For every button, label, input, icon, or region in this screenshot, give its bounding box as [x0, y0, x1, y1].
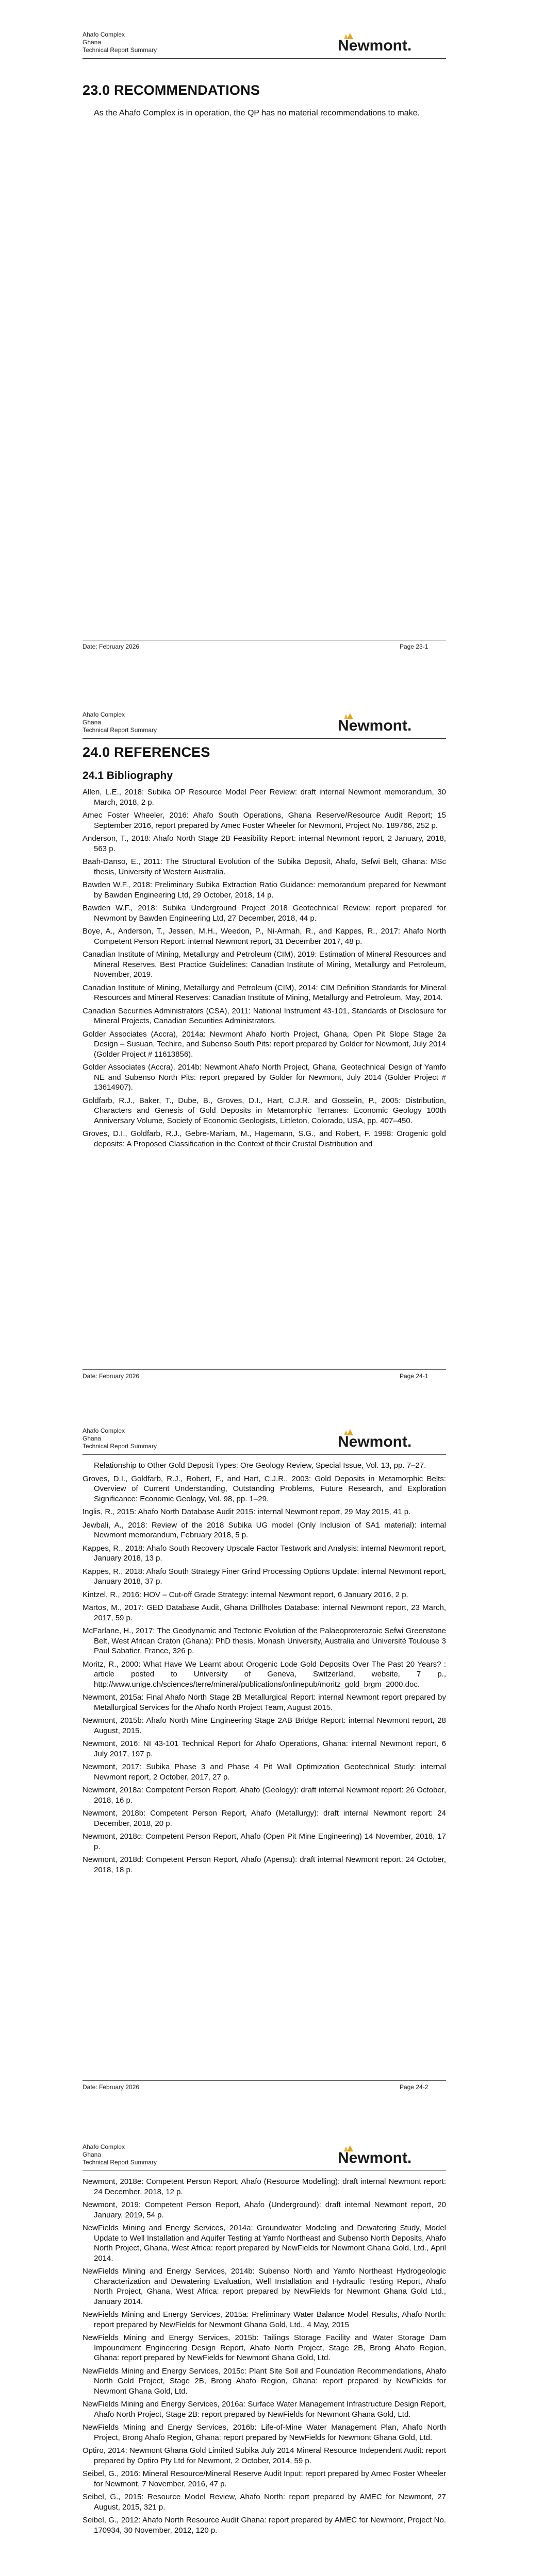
newmont-logo [333, 31, 446, 57]
reference-entry: Jewbali, A., 2018: Review of the 2018 Subika UG model (Only Inclusion of SA1 material): internal Newmont memorandum, February 2018, 5 p. [83, 1520, 446, 1539]
reference-entry: Newmont, 2015a: Final Ahafo North Stage 2B Metallurgical Report: internal Newmont report prepared by Metallurgical Services for the Ahafo North Project Team, August 2015. [83, 1693, 446, 1712]
newmont-logo-mark [333, 2143, 446, 2169]
chapter-title: 24.0 REFERENCES [83, 744, 210, 760]
reference-entry: McFarlane, H., 2017: The Geodynamic and Tectonic Evolution of the Palaeoproterozoic Sefwi Greenstone Belt, West African Craton (Ghana): PhD thesis, Monash University, Australia and Université Toulouse 3 Paul Sabatier, France, 326 p. [83, 1626, 446, 1655]
reference-entry: NewFields Mining and Energy Services, 2014a: Groundwater Modeling and Dewatering Study, Model Update to Well Installation and Aquifer Testing at Yamfo Northeast and Subenso North Deposits, Ahafo North Project, Ghana, West Africa: report prepared by NewFields for Newmont Ghana Gold, Ltd., April 2014. [83, 2224, 446, 2263]
header-rule [83, 58, 446, 59]
newmont-logo-mark [333, 1427, 446, 1453]
footer-page-number: Page 23-1 [400, 643, 428, 650]
header-doc-title: Technical Report Summary [83, 46, 157, 54]
reference-entry: NewFields Mining and Energy Services, 2016b: Life-of-Mine Water Management Plan, Ahafo North Project, Brong Ahafo Region, Ghana: report prepared by NewFields for Newmont Ghana Gold, Ltd. [83, 2423, 446, 2442]
reference-entry: Newmont, 2017: Subika Phase 3 and Phase 4 Pit Wall Optimization Geotechnical Study: internal Newmont report, 2 October, 2017, 27 p. [83, 1762, 446, 1782]
svg-text:Newmont.: Newmont. [338, 717, 412, 734]
reference-entry: Newmont, 2019: Competent Person Report, Ahafo (Underground): draft internal Newmont report, 20 January, 2019, 54 p. [83, 2200, 446, 2219]
reference-entry: NewFields Mining and Energy Services, 2015b: Tailings Storage Facility and Water Storage Dam Impoundment Engineering Design Report, Ahafo North Project, Stage 2B, Brong Ahafo Region, Ghana: report prepared by NewFields for Newmont Ghana Gold, Ltd. [83, 2333, 446, 2362]
header-doc-title: Technical Report Summary [83, 2159, 157, 2166]
newmont-logo [333, 711, 446, 737]
footer-date: Date: February 2026 [83, 2083, 140, 2091]
reference-entry: NewFields Mining and Energy Services, 2016a: Surface Water Management Infrastructure Design Report, Ahafo North Project, Stage 2B: report prepared by NewFields for Newmont Ghana Gold, Ltd. [83, 2400, 446, 2419]
reference-entry: Golder Associates (Accra), 2014a: Newmont Ahafo North Project, Ghana, Open Pit Slope Stage 2a Design – Susuan, Techire, and Subenso South Pits: report prepared by Golder for Newmont, July 2014 (Golder Project # 11613856). [83, 1029, 446, 1059]
reference-entry: Baah-Danso, E., 2011: The Structural Evolution of the Subika Deposit, Ahafo, Sefwi Belt, Ghana: MSc thesis, University of Western Australia. [83, 857, 446, 876]
reference-entry: Moritz, R., 2000: What Have We Learnt about Orogenic Lode Gold Deposits Over The Past 20 Years? : article posted to University of Geneva, Switzerland, website, 7 p., http://www.unige.ch/sciences/terre/mineral/publications/onlinepub/moritz_gold_brgm_2000.doc. [83, 1659, 446, 1689]
reference-entry: NewFields Mining and Energy Services, 2015a: Preliminary Water Balance Model Results, Ahafo North: report prepared by NewFields for Newmont Ghana Gold, Ltd., 4 May, 2015 [83, 2310, 446, 2329]
header-country: Ghana [83, 1435, 102, 1442]
reference-entry: Amec Foster Wheeler, 2016: Ahafo South Operations, Ghana Reserve/Resource Audit Report; 15 September 2016, report prepared by Amec Foster Wheeler for Newmont, Project No. 189766, 252 p. [83, 811, 446, 830]
reference-entry: Newmont, 2018e: Competent Person Report, Ahafo (Resource Modelling): draft internal Newmont report: 24 December, 2018, 12 p. [83, 2177, 446, 2196]
reference-entry: Groves, D.I., Goldfarb, R.J., Gebre-Mariam, M., Hagemann, S.G., and Robert, F. 1998: Orogenic gold deposits: A Proposed Classification in the Context of their Crustal Distribution and [83, 1129, 446, 1148]
header-info [83, 31, 157, 54]
reference-entry: Newmont, 2018b: Competent Person Report, Ahafo (Metallurgy): draft internal Newmont report: 24 December, 2018, 20 p. [83, 1809, 446, 1828]
reference-entry: Newmont, 2016: NI 43-101 Technical Report for Ahafo Operations, Ghana: internal Newmont report, 6 July 2017, 197 p. [83, 1739, 446, 1758]
header-country: Ghana [83, 39, 102, 46]
reference-entry: Golder Associates (Accra), 2014b: Newmont Ahafo North Project, Ghana, Geotechnical Design of Yamfo NE and Subenso North Pits: report prepared by Golder for Newmont, July 2014 (Golder Project # 13614907). [83, 1063, 446, 1092]
reference-entry: Kintzel, R., 2016: HOV – Cut-off Grade Strategy: internal Newmont report, 6 January 2016, 2 p. [83, 1590, 408, 1599]
page-content [83, 744, 446, 1152]
reference-entry: Newmont, 2018a: Competent Person Report, Ahafo (Geology): draft internal Newmont report: 26 October, 2018, 16 p. [83, 1786, 446, 1805]
reference-entry: NewFields Mining and Energy Services, 2014b: Subenso North and Yamfo Northeast Hydrogeologic Characterization and Dewatering Evaluation, Well Installation and Hydraulic Testing Report, Ahafo North Project, Ghana, West Africa: report prepared by NewFields for Newmont Ghana Gold Ltd., January 2014. [83, 2267, 446, 2306]
reference-entry: Bawden W.F., 2018: Subika Underground Project 2018 Geotechnical Review: report prepared for Newmont by Bawden Engineering Ltd, 27 December, 2018, 44 p. [83, 904, 446, 923]
reference-entry: Canadian Institute of Mining, Metallurgy and Petroleum (CIM), 2014: CIM Definition Standards for Mineral Resources and Mineral Reserves: Canadian Institute of Mining, Metallurgy and Petroleum, May, 2014. [83, 983, 446, 1002]
page-content [83, 82, 446, 119]
footer-page-number: Page 24-2 [400, 2083, 428, 2091]
svg-text:Newmont.: Newmont. [338, 37, 412, 54]
header-info [83, 2143, 157, 2166]
reference-entry: Goldfarb, R.J., Baker, T., Dube, B., Groves, D.I., Hart, C.J.R. and Gosselin, P., 2005: Distribution, Characters and Genesis of Gold Deposits in Metamorphic Terranes: Economic Geology 100th Anniversary Volume, Society of Economic Geologists, Littleton, Colorado, USA, pp. 407–450. [83, 1096, 446, 1125]
newmont-logo [333, 2143, 446, 2169]
reference-entry: Newmont, 2018d: Competent Person Report, Ahafo (Apensu): draft internal Newmont report: 24 October, 2018, 18 p. [83, 1855, 446, 1874]
header-company: Ahafo Complex [83, 31, 125, 38]
reference-entry: Inglis, R., 2015: Ahafo North Database Audit 2015: internal Newmont report, 29 May 2015, 41 p. [83, 1507, 411, 1516]
reference-entry: Canadian Securities Administrators (CSA), 2011: National Instrument 43-101, Standards of Disclosure for Mineral Projects, Canadian Securities Administrators. [83, 1006, 446, 1025]
reference-entry: Newmont, 2015b: Ahafo North Mine Engineering Stage 2AB Bridge Report: internal Newmont report, 28 August, 2015. [83, 1716, 446, 1735]
body-paragraph: As the Ahafo Complex is in operation, the QP has no material recommendations to make. [94, 109, 420, 117]
reference-entry: Canadian Institute of Mining, Metallurgy and Petroleum (CIM), 2019: Estimation of Mineral Resources and Mineral Reserves, Best Practice Guidelines: Canadian Institute of Mining, Metallurgy and Petroleum, November, 2019. [83, 950, 446, 979]
reference-entry: Groves, D.I., Goldfarb, R.J., Robert, F., and Hart, C.J.R., 2003: Gold Deposits in Metamorphic Belts: Overview of Current Understanding, Outstanding Problems, Future Research, and Exploration Significance: Economic Geology, Vol. 98, pp. 1–29. [83, 1474, 446, 1503]
page-24-3 [0, 2123, 544, 2576]
page-24-1 [0, 690, 544, 1401]
reference-entry: Allen, L.E., 2018: Subika OP Resource Model Peer Review: draft internal Newmont memorandum, 30 March, 2018, 2 p. [83, 788, 446, 807]
reference-entry: Seibel, G., 2012: Ahafo North Resource Audit Ghana: report prepared by AMEC for Newmont, Project No. 170934, 30 November, 2012, 120 p. [83, 2516, 446, 2535]
chapter-title: 23.0 RECOMMENDATIONS [83, 82, 260, 98]
reference-entry: Optiro, 2014: Newmont Ghana Gold Limited Subika July 2014 Mineral Resource Independent Audit: report prepared by Optiro Pty Ltd for Newmont, 2 October, 2014, 59 p. [83, 2446, 446, 2465]
reference-entry: Newmont, 2018c: Competent Person Report, Ahafo (Open Pit Mine Engineering) 14 November, 2018, 17 p. [83, 1832, 446, 1851]
page-content [83, 1461, 446, 1878]
newmont-logo-mark [333, 711, 446, 737]
reference-continuation: Relationship to Other Gold Deposit Types: Ore Geology Review, Special Issue, Vol. 13, pp. 7–27. [94, 1461, 426, 1470]
reference-entry: Seibel, G., 2015: Resource Model Review, Ahafo North: report prepared by AMEC for Newmont, 27 August, 2015, 321 p. [83, 2493, 446, 2512]
newmont-logo-mark [333, 31, 446, 57]
reference-entry: Boye, A., Anderson, T., Jessen, M.H., Weedon, P., Ni-Armah, R., and Kappes, R., 2017: Ahafo North Competent Person Report: internal Newmont report, 31 December 2017, 48 p. [83, 927, 446, 946]
newmont-logo [333, 1427, 446, 1453]
header-country: Ghana [83, 719, 102, 726]
section-title: 24.1 Bibliography [83, 770, 173, 782]
footer-date: Date: February 2026 [83, 643, 140, 650]
header-info [83, 1427, 157, 1450]
reference-entry: Martos, M., 2017: GED Database Audit, Ghana Drillholes Database: internal Newmont report, 23 March, 2017, 59 p. [83, 1603, 446, 1622]
reference-entry: Bawden W.F., 2018: Preliminary Subika Extraction Ratio Guidance: memorandum prepared for Newmont by Bawden Engineering Ltd, 29 October, 2018, 14 p. [83, 880, 446, 900]
header-company: Ahafo Complex [83, 711, 125, 718]
header-doc-title: Technical Report Summary [83, 726, 157, 734]
svg-text:Newmont.: Newmont. [338, 2149, 412, 2166]
footer-page-number: Page 24-1 [400, 1372, 428, 1380]
reference-entry: NewFields Mining and Energy Services, 2015c: Plant Site Soil and Foundation Recommendations, Ahafo North Gold Project, Stage 2B, Brong Ahafo Region, Ghana: report prepared by NewFields for Newmont Ghana Gold, Ltd. [83, 2366, 446, 2396]
page-24-2 [0, 1406, 544, 2117]
reference-entry: Anderson, T., 2018: Ahafo North Stage 2B Feasibility Report: internal Newmont report, 2 January, 2018, 563 p. [83, 834, 446, 853]
page-23-1 [0, 0, 544, 685]
footer-rule [83, 1369, 446, 1370]
header-country: Ghana [83, 2151, 102, 2158]
header-company: Ahafo Complex [83, 1427, 125, 1434]
page-content [83, 2177, 446, 2538]
header-company: Ahafo Complex [83, 2143, 125, 2150]
reference-entry: Kappes, R., 2018: Ahafo South Strategy Finer Grind Processing Options Update: internal Newmont report, January 2018, 37 p. [83, 1567, 446, 1586]
footer-date: Date: February 2026 [83, 1372, 140, 1380]
reference-entry: Kappes, R., 2018: Ahafo South Recovery Upscale Factor Testwork and Analysis: internal Newmont report, January 2018, 13 p. [83, 1544, 446, 1563]
svg-text:Newmont.: Newmont. [338, 1433, 412, 1450]
header-rule [83, 738, 446, 739]
header-rule [83, 1454, 446, 1455]
header-info [83, 711, 157, 734]
reference-entry: Seibel, G., 2016: Mineral Resource/Mineral Reserve Audit Input: report prepared by Amec Foster Wheeler for Newmont, 7 November, 2016, 47 p. [83, 2469, 446, 2488]
footer-rule [83, 2080, 446, 2081]
header-doc-title: Technical Report Summary [83, 1443, 157, 1450]
